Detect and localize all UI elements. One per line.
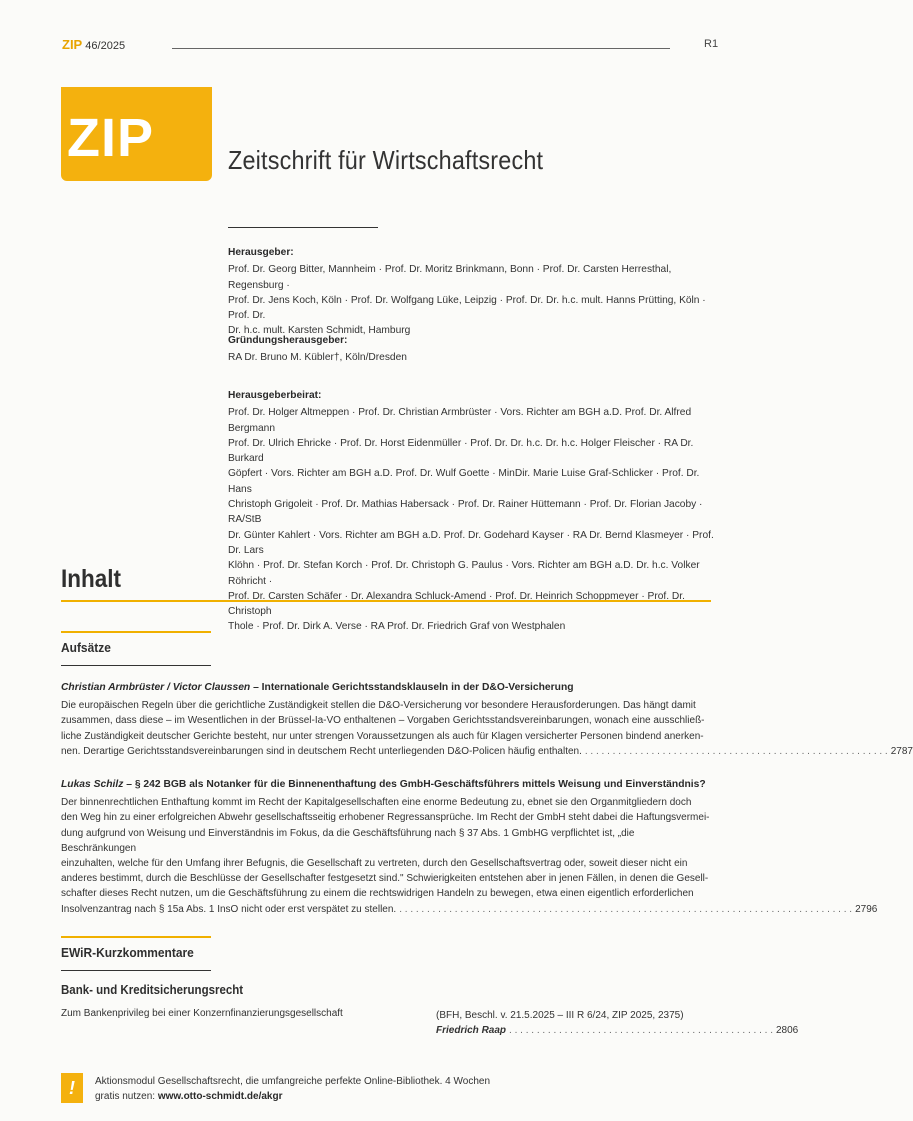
article-last-line	[61, 744, 913, 759]
article-title: § 242 BGB als Notanker für die Binnenenthaftung des GmbH-Geschäftsführers mittels Weisung und Einverständnis?	[134, 779, 706, 790]
founding-editor-line: RA Dr. Bruno M. Kübler†, Köln/Dresden	[228, 352, 407, 364]
contents-heading: Inhalt	[61, 565, 122, 593]
article-abstract-line: zusammen, dass diese – im Wesentlichen in der Brüssel-Ia-VO enthaltenen – Vorgaben Gerichtsstandsvereinbarungen, wonach eine ausschließ-	[61, 715, 705, 727]
section-rule-bottom	[61, 665, 211, 666]
ewir-page: 2806	[775, 1025, 799, 1036]
article-page: 2796	[855, 903, 878, 915]
advisory-line: Prof. Dr. Holger Altmeppen · Prof. Dr. Christian Armbrüster · Vors. Richter am BGH a.D. Prof. Dr. Alfred Bergmann	[228, 407, 692, 434]
article-abstract-line: Insolvenzantrag nach § 15a Abs. 1 InsO nicht oder erst verspätet zu stellen.	[61, 903, 397, 915]
section-heading-aufsaetze: Aufsätze	[61, 640, 111, 655]
editors-label: Herausgeber:	[228, 247, 294, 258]
zip-logo	[61, 87, 212, 181]
title-rule	[228, 227, 378, 228]
page-number: R1	[704, 38, 719, 50]
article-abstract-line: liche Zuständigkeit deutscher Gerichte besteht, nur unter strengen Voraussetzungen als auch für Klagen versicherter Personen bindend anerken-	[61, 730, 704, 742]
section-rule-top	[61, 631, 211, 633]
contents-rule	[61, 600, 711, 602]
ewir-subheading: Bank- und Kreditsicherungsrecht	[61, 983, 244, 997]
article-entry[interactable]	[61, 777, 878, 917]
article-page: 2787	[890, 745, 913, 757]
editors-block	[228, 245, 718, 339]
exclamation-icon: !	[61, 1073, 83, 1103]
advisory-line: Christoph Grigoleit · Prof. Dr. Mathias Habersack · Prof. Dr. Rainer Hüttemann · Prof. Dr. Florian Jacoby · RA/StB	[228, 499, 703, 526]
ewir-author: Friedrich Raap	[436, 1025, 507, 1036]
advisory-line: Prof. Dr. Ulrich Ehricke · Prof. Dr. Horst Eidenmüller · Prof. Dr. Dr. h.c. Dr. h.c. Holger Fleischer · RA Dr. Burkard	[228, 437, 694, 465]
article-abstract-line: den Weg hin zu einer erfolgreichen Abwehr gesellschaftsseitig erhobener Regressansprüche. Im Recht der GmbH steht dabei die Haftungsvermei-	[61, 812, 710, 824]
advisory-line: Thole · Prof. Dr. Dirk A. Verse · RA Prof. Dr. Friedrich Graf von Westphalen	[228, 621, 566, 633]
promo-line-2: gratis nutzen: www.otto-schmidt.de/akgr	[95, 1091, 283, 1102]
editors-line: Prof. Dr. Georg Bitter, Mannheim · Prof. Dr. Moritz Brinkmann, Bonn · Prof. Dr. Carsten Herresthal, Regensburg ·	[228, 264, 672, 291]
founding-editor-label: Gründungsherausgeber:	[228, 335, 348, 346]
advisory-line: Dr. Günter Kahlert · Vors. Richter am BGH a.D. Prof. Dr. Godehard Kayser · RA Dr. Bernd Klasmeyer · Prof. Dr. Lars	[228, 529, 714, 556]
editors-line: Dr. h.c. mult. Karsten Schmidt, Hamburg	[228, 325, 411, 337]
article-abstract-line: Der binnenrechtlichen Enthaftung kommt im Recht der Kapitalgesellschaften eine enorme Bedeutung zu, ebnet sie den Organmitgliedern doch	[61, 797, 692, 809]
promo-text	[95, 1074, 515, 1104]
article-abstract-line: nen. Derartige Gerichtsstandsvereinbarungen sind in deutschem Recht unterliegenden D&O-Policen häufig enthalten.	[61, 745, 582, 757]
leader-dots: . . . . . . . . . . . . . . . . . . . . . . . . . . . . . . . . . . . . . . . . . . . . . . . .	[509, 1025, 773, 1036]
promo-line: Aktionsmodul Gesellschaftsrecht, die umfangreiche perfekte Online-Bibliothek. 4 Wochen	[95, 1076, 491, 1087]
article-abstract-line: Die europäischen Regeln über die gerichtliche Zuständigkeit stellen die D&O-Versicherung vor besondere Herausforderungen. Das hängt damit	[61, 700, 696, 712]
header-rule	[172, 48, 670, 49]
article-abstract-line: schafter dieses Recht nutzen, um die Geschäftsführung zu einem die rechtswidrigen Handeln zu bewegen, etwa einen eigentlich erforderlichen	[61, 888, 694, 900]
article-title: Internationale Gerichtsstandsklauseln in der D&O-Versicherung	[261, 682, 574, 693]
article-title-line: Lukas Schilz – § 242 BGB als Notanker für die Binnenenthaftung des GmbH-Geschäftsführers mittels Weisung und Einverständnis?	[61, 779, 706, 790]
section-rule-top	[61, 936, 211, 938]
founding-editor-block	[228, 333, 718, 366]
journal-abbr: ZIP	[62, 37, 83, 52]
advisory-board-block	[228, 388, 718, 635]
article-title-line: Christian Armbrüster / Victor Claussen – Internationale Gerichtsstandsklauseln in der D&O-Versicherung	[61, 682, 574, 693]
logo-text: ZIP	[67, 108, 155, 168]
advisory-line: Prof. Dr. Carsten Schäfer · Dr. Alexandra Schluck-Amend · Prof. Dr. Heinrich Schoppmeyer · Prof. Dr. Christoph	[228, 590, 685, 618]
article-authors: Christian Armbrüster / Victor Claussen	[61, 682, 251, 693]
article-abstract-line: dung aufgrund von Weisung und Einverständnis im Fokus, da die Geschäftsführung nach § 37 Abs. 1 GmbHG verpflichtet ist, „die Beschränkungen	[61, 827, 635, 854]
ewir-author-line	[436, 1023, 799, 1038]
issue-label	[62, 37, 125, 52]
section-heading-ewir: EWiR-Kurzkommentare	[61, 945, 194, 960]
article-entry[interactable]	[61, 680, 913, 759]
article-abstract-line: anderes bestimmt, durch die Beschlüsse der Gesellschafter festgesetzt sind." Schwierigkeiten entstehen aber in jenen Fällen, in denen die Gesell-	[61, 873, 709, 885]
article-abstract-line: einzuhalten, welche für den Umfang ihrer Befugnis, die Gesellschaft zu vertreten, durch den Gesellschaftsvertrag oder, soweit dieser nicht ein	[61, 858, 688, 870]
journal-title: Zeitschrift für Wirtschaftsrecht	[228, 145, 544, 175]
article-last-line	[61, 902, 878, 917]
advisory-line: Göpfert · Vors. Richter am BGH a.D. Prof. Dr. Wulf Goette · MinDir. Marie Luise Graf-Schlicker · Prof. Dr. Hans	[228, 468, 700, 495]
editors-line: Prof. Dr. Jens Koch, Köln · Prof. Dr. Wolfgang Lüke, Leipzig · Prof. Dr. Dr. h.c. mult. Hanns Prütting, Köln · Prof. Dr.	[228, 294, 706, 322]
article-authors: Lukas Schilz	[61, 779, 124, 790]
promo-link[interactable]: www.otto-schmidt.de/akgr	[157, 1091, 283, 1102]
leader-dots: . . . . . . . . . . . . . . . . . . . . . . . . . . . . . . . . . . . . . . . . . . . . . . . . . . . . . . .	[584, 745, 888, 757]
advisory-line: Klöhn · Prof. Dr. Stefan Korch · Prof. Dr. Christoph G. Paulus · Vors. Richter am BGH a.D. Dr. h.c. Volker Röhricht ·	[228, 560, 700, 587]
section-rule-bottom	[61, 970, 211, 971]
advisory-board-label: Herausgeberbeirat:	[228, 390, 322, 401]
ewir-reference: (BFH, Beschl. v. 21.5.2025 – III R 6/24, ZIP 2025, 2375)	[436, 1010, 684, 1021]
ewir-item-title[interactable]: Zum Bankenprivileg bei einer Konzernfinanzierungsgesellschaft	[61, 1008, 343, 1019]
leader-dots: . . . . . . . . . . . . . . . . . . . . . . . . . . . . . . . . . . . . . . . . . . . . . . . . . . . . . . . . . . . . . . . . . . . . . . . . . . . . . . . . . .	[399, 903, 853, 915]
issue-number: 46/2025	[85, 40, 126, 52]
ewir-item-meta	[436, 1008, 799, 1038]
